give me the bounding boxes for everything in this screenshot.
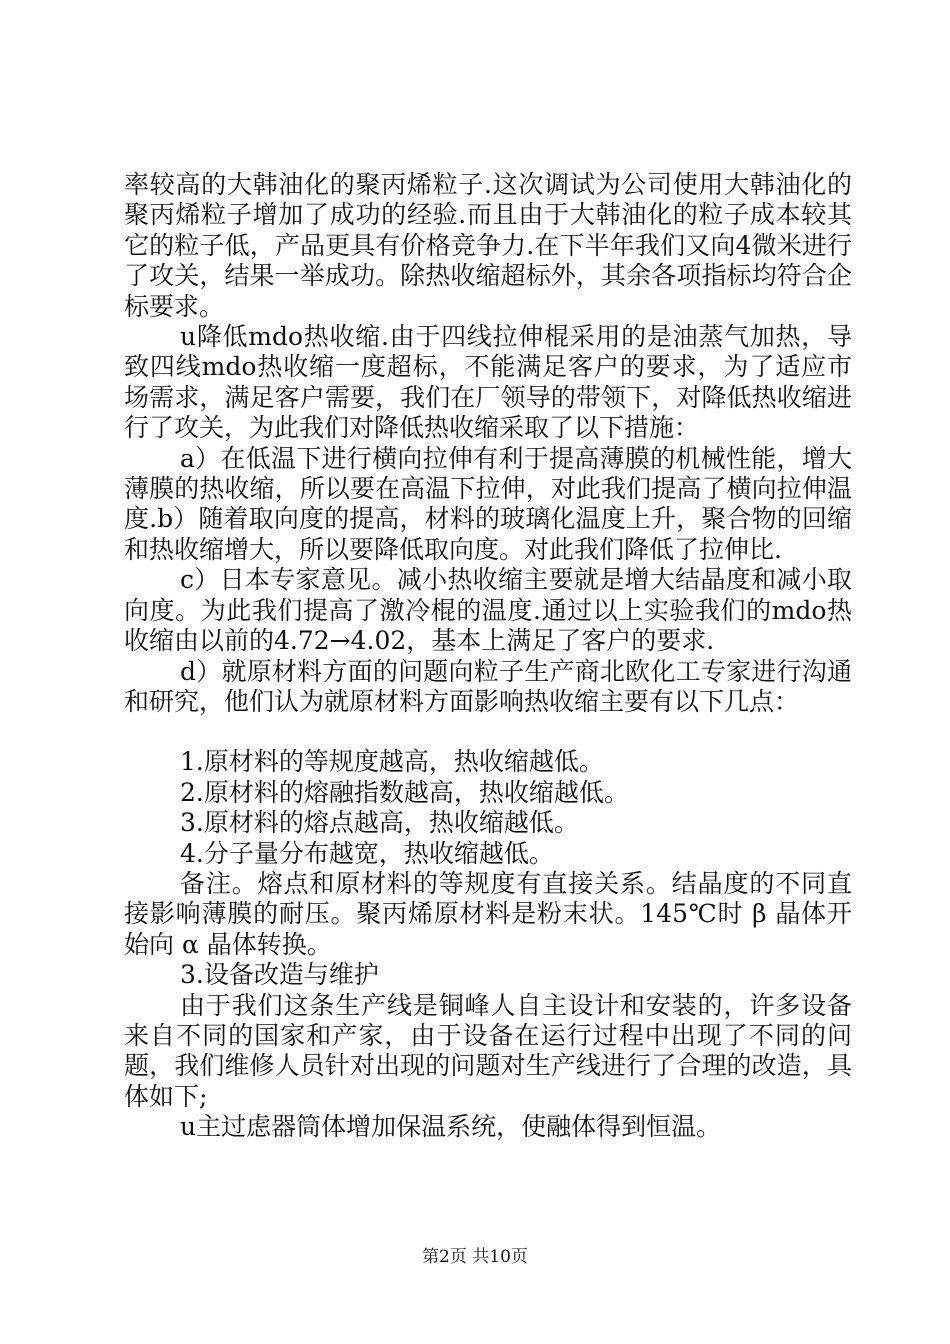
paragraph-measure-c: c）日本专家意见。减小热收缩主要就是增大结晶度和减小取向度。为此我们提高了激冷棍的温度.通过以上实验我们的mdo热收缩由以前的4.72→4.02，基本上满足了客户的要求. bbox=[124, 565, 852, 656]
page-footer: 第2页 共10页 bbox=[422, 1247, 528, 1267]
paragraph-measure-d: d）就原材料方面的问题向粒子生产商北欧化工专家进行沟通和研究，他们认为就原材料方面影响热收缩主要有以下几点： bbox=[124, 656, 852, 716]
section-heading-equipment: 3.设备改造与维护 bbox=[180, 960, 379, 990]
list-item-3: 3.原材料的熔点越高，热收缩越低。 bbox=[180, 808, 579, 838]
list-item-2: 2.原材料的熔融指数越高，热收缩越低。 bbox=[180, 777, 629, 807]
list-item-4: 4.分子量分布越宽，热收缩越低。 bbox=[180, 838, 554, 868]
paragraph-filter: u主过虑器筒体增加保温系统，使融体得到恒温。 bbox=[180, 1112, 722, 1142]
list-item-1: 1.原材料的等规度越高，热收缩越低。 bbox=[180, 747, 604, 777]
paragraph-measure-a-b: a）在低温下进行横向拉伸有利于提高薄膜的机械性能，增大薄膜的热收缩，所以要在高温下拉伸，对此我们提高了横向拉伸温度.b）随着取向度的提高，材料的玻璃化温度上升，聚合物的回缩和热收缩增大，所以要降低取向度。对此我们降低了拉伸比. bbox=[124, 443, 852, 564]
paragraph-equipment: 由于我们这条生产线是铜峰人自主设计和安装的，许多设备来自不同的国家和产家，由于设备在运行过程中出现了不同的问题，我们维修人员针对出现的问题对生产线进行了合理的改造，具体如下; bbox=[124, 990, 852, 1111]
paragraph-continuation: 率较高的大韩油化的聚丙烯粒子.这次调试为公司使用大韩油化的聚丙烯粒子增加了成功的经验.而且由于大韩油化的粒子成本较其它的粒子低，产品更具有价格竞争力.在下半年我们又向4微米进行了攻关，结果一举成功。除热收缩超标外，其余各项指标均符合企标要求。 bbox=[124, 170, 852, 321]
paragraph-mdo-heat-shrink: u降低mdo热收缩.由于四线拉伸棍采用的是油蒸气加热，导致四线mdo热收缩一度超标，不能满足客户的要求，为了适应市场需求，满足客户需要，我们在厂领导的带领下，对降低热收缩进行了攻关，为此我们对降低热收缩采取了以下措施： bbox=[124, 322, 852, 443]
paragraph-note: 备注。熔点和原材料的等规度有直接关系。结晶度的不同直接影响薄膜的耐压。聚丙烯原材料是粉末状。145℃时 β 晶体开始向 α 晶体转换。 bbox=[124, 868, 852, 959]
document-body bbox=[124, 170, 852, 1143]
